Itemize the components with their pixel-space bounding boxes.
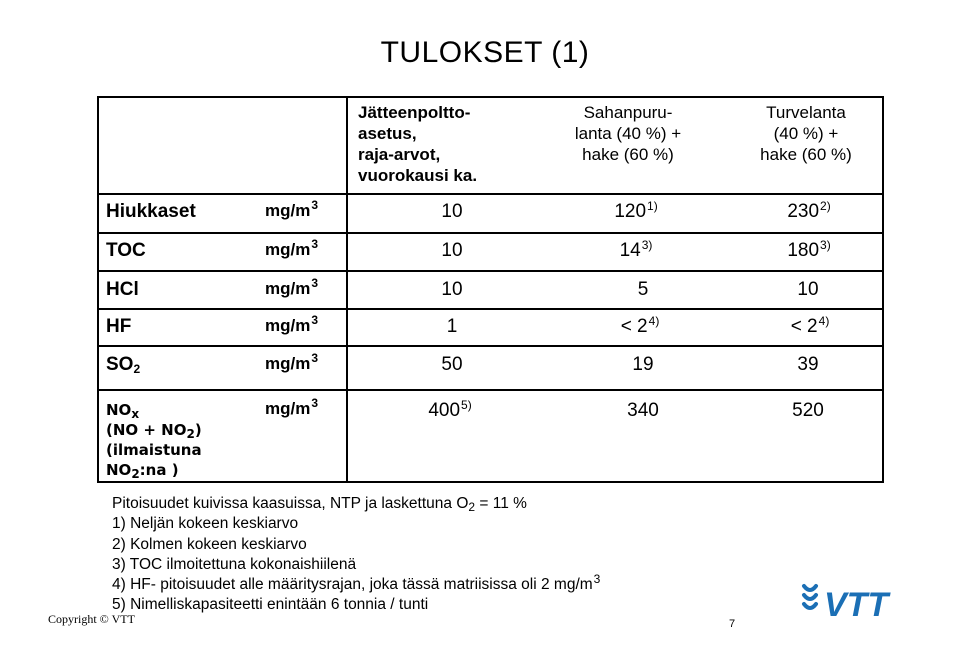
divider xyxy=(97,308,884,310)
header-col-limits: Jätteenpoltto- asetus, raja-arvot, vuorokausi ka. xyxy=(358,103,478,185)
value-peat: 180$^{3)}$ xyxy=(787,238,831,261)
footnote-1: 1) Neljän kokeen keskiarvo xyxy=(112,515,299,533)
footnote-5: 5) Nimelliskapasiteetti enintään 6 tonnia / tunti xyxy=(112,596,429,614)
divider xyxy=(97,270,884,272)
value-limit: 10 xyxy=(441,201,463,222)
unit-cell: $mg/m^3$ xyxy=(265,237,319,259)
divider xyxy=(97,345,884,347)
value-peat: < $2^{4)}$ xyxy=(790,314,830,337)
value-sawdust: 14$^{3)}$ xyxy=(619,238,653,261)
unit-cell: $mg/m^3$ xyxy=(265,351,319,373)
value-limit: 10 xyxy=(441,240,463,261)
value-sawdust: 120$^{1)}$ xyxy=(614,199,658,222)
value-peat: 230$^{2)}$ xyxy=(787,199,831,222)
row-label-nox: $NO_x$ $(NO + NO_2)$ (ilmaistuna $NO_2:na$ ) xyxy=(106,401,202,481)
footnote-2: 2) Kolmen kokeen keskiarvo xyxy=(112,535,307,553)
divider xyxy=(97,389,884,391)
row-label-hcl: HCl xyxy=(106,279,139,300)
value-limit: 1 xyxy=(446,316,458,337)
footnotes xyxy=(112,494,600,616)
divider xyxy=(97,232,884,234)
value-peat: 520 xyxy=(792,400,824,421)
vtt-logo-icon xyxy=(800,576,920,626)
row-label-hf: HF xyxy=(106,316,132,337)
copyright-text: Copyright © VTT xyxy=(48,612,135,626)
value-limit: 10 xyxy=(441,279,463,300)
page-title: TULOKSET (1) xyxy=(380,36,590,69)
divider xyxy=(346,96,348,483)
divider xyxy=(97,193,884,195)
value-limit: 400$^{5)}$ xyxy=(428,398,472,421)
footnote-4: 4) HF- pitoisuudet alle määritysrajan, joka tässä matriisissa oli 2 $mg/m^3$ xyxy=(112,571,601,594)
value-sawdust: < $2^{4)}$ xyxy=(620,314,660,337)
header-col-peat: Turvelanta (40 %) + hake (60 %) xyxy=(760,103,852,164)
page-number: 7 xyxy=(729,618,736,630)
footnote-3: 3) TOC ilmoitettuna kokonaishiilenä xyxy=(112,555,357,573)
header-col-sawdust: Sahanpuru- lanta (40 %) + hake (60 %) xyxy=(574,103,682,164)
unit-cell: $mg/m^3$ xyxy=(265,313,319,335)
unit-cell: $mg/m^3$ xyxy=(265,396,319,418)
footnote-conditions: Pitoisuudet kuivissa kaasuissa, NTP ja laskettuna $O_2 = 11$ % xyxy=(112,495,527,514)
vtt-logo xyxy=(800,576,920,626)
row-label-toc: TOC xyxy=(106,240,146,261)
unit-cell: $mg/m^3$ xyxy=(265,276,319,298)
value-peat: 39 xyxy=(797,354,819,375)
value-sawdust: 340 xyxy=(627,400,659,421)
row-label-hiukkaset: Hiukkaset xyxy=(106,201,196,222)
value-sawdust: 19 xyxy=(632,354,654,375)
value-sawdust: 5 xyxy=(637,279,649,300)
unit-cell: $mg/m^3$ xyxy=(265,198,319,220)
logo-text: VTT xyxy=(824,586,889,624)
row-label-so2: $SO_2$ xyxy=(106,354,141,376)
value-peat: 10 xyxy=(797,279,819,300)
value-limit: 50 xyxy=(441,354,463,375)
